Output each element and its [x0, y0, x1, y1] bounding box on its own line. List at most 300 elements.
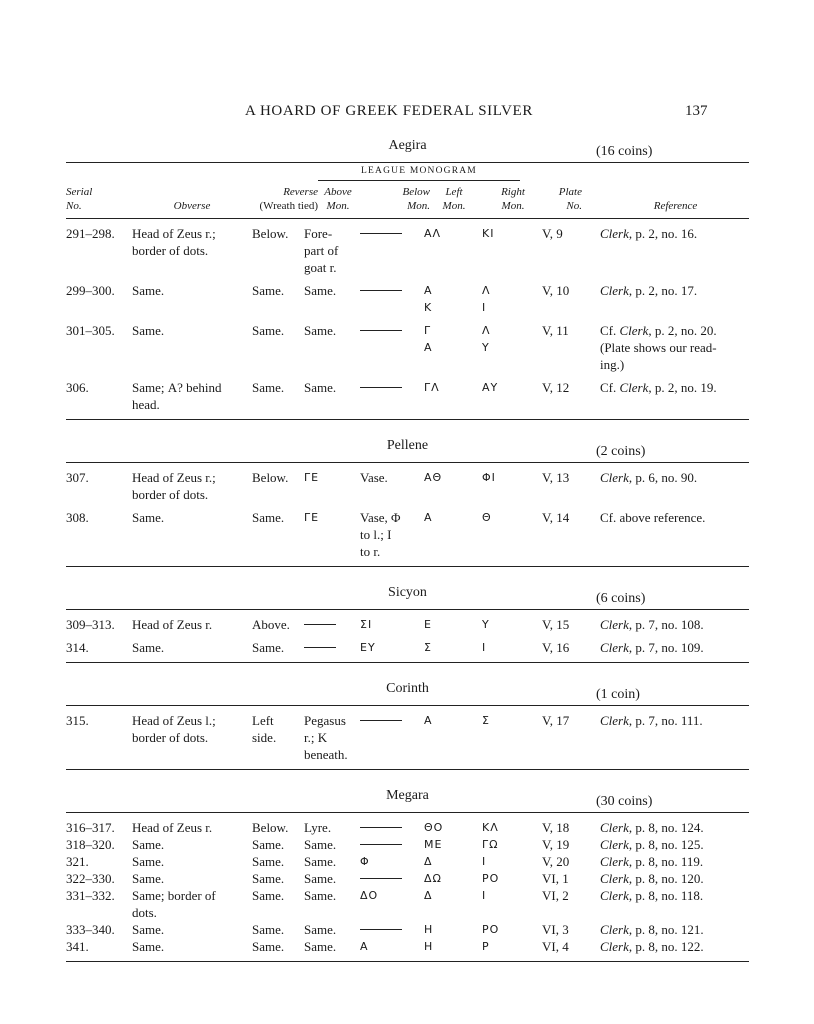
right-mon — [472, 870, 542, 887]
top-rule — [66, 462, 749, 463]
bottom-rule — [66, 961, 749, 962]
dash-mark — [360, 290, 402, 291]
cell-line: Head of Zeus r.; — [132, 226, 216, 241]
cell-line: Ι — [482, 889, 487, 902]
reference — [594, 276, 749, 316]
dash-mark — [360, 827, 402, 828]
coin-rows — [66, 610, 749, 656]
section-header — [66, 134, 749, 162]
cell-line: Υ — [482, 341, 490, 354]
above-mon — [304, 633, 360, 656]
cell-line: Η — [424, 923, 434, 936]
coin-row — [66, 463, 749, 503]
left-mon — [424, 316, 472, 373]
reference-author: Clerk — [600, 837, 629, 852]
serial-no: 318–320. — [66, 837, 115, 852]
right-mon — [472, 276, 542, 316]
serial-no: 341. — [66, 939, 89, 954]
dash-mark — [360, 929, 402, 930]
coin-count: (6 coins) — [596, 591, 646, 606]
reference-author: Clerk — [600, 470, 629, 485]
cell-line: part of — [304, 243, 339, 258]
cell-line: Ρ — [482, 940, 490, 953]
reference-line: Clerk, p. 7, no. 111. — [600, 713, 703, 728]
plate-no: V, 19 — [542, 837, 570, 852]
cell-line: Same. — [132, 510, 165, 525]
right-mon — [472, 921, 542, 938]
reverse: Same. — [252, 837, 285, 852]
cell-line: Head of Zeus l.; — [132, 713, 216, 728]
section-sicyon — [66, 581, 749, 663]
reference — [594, 870, 749, 887]
cell-line: Lyre. — [304, 820, 332, 835]
obverse — [132, 938, 252, 955]
obverse — [132, 836, 252, 853]
coin-row — [66, 373, 749, 413]
coin-row — [66, 836, 749, 853]
below-mon — [360, 853, 424, 870]
obverse — [132, 373, 252, 413]
reference-line: Cf. Clerk, p. 2, no. 20. — [600, 323, 717, 338]
reference-line: Clerk, p. 8, no. 119. — [600, 854, 704, 869]
coin-row — [66, 706, 749, 763]
above-mon — [304, 316, 360, 373]
header-line: No. — [566, 200, 582, 212]
coin-count: (2 coins) — [596, 444, 646, 459]
right-mon — [472, 503, 542, 560]
coin-row — [66, 870, 749, 887]
header-serial — [66, 185, 96, 213]
header-reference — [602, 199, 749, 213]
below-mon — [360, 836, 424, 853]
reference — [594, 921, 749, 938]
serial-no: 291–298. — [66, 226, 115, 241]
cell-line: side. — [252, 730, 277, 745]
reverse: Same. — [252, 323, 285, 338]
cell-line: Same. — [132, 323, 165, 338]
cell-line: Same; border of — [132, 888, 216, 903]
above-mon — [304, 870, 360, 887]
obverse — [132, 316, 252, 373]
header-line: Left — [445, 186, 463, 198]
right-mon — [472, 373, 542, 413]
above-mon — [304, 921, 360, 938]
section-header — [66, 581, 749, 609]
plate-no: V, 18 — [542, 820, 570, 835]
reference-author: Clerk — [600, 283, 629, 298]
header-plate — [530, 185, 582, 213]
header-line: Obverse — [173, 200, 211, 212]
obverse — [132, 813, 252, 836]
cell-line: Same. — [304, 323, 337, 338]
cell-line: Υ — [482, 618, 490, 631]
section-title: Corinth — [386, 681, 429, 696]
cell-line: Same. — [304, 854, 337, 869]
coin-row — [66, 887, 749, 921]
cell-line: Δ — [424, 889, 433, 902]
section-title: Megara — [386, 788, 429, 803]
reference-line: Clerk, p. 2, no. 17. — [600, 283, 698, 298]
cell-line: Α — [424, 511, 433, 524]
left-mon — [424, 706, 472, 763]
reverse: Same. — [252, 283, 285, 298]
cell-line: Σ — [424, 641, 432, 654]
above-mon — [304, 836, 360, 853]
reference-author: Clerk — [600, 820, 629, 835]
coin-row — [66, 633, 749, 656]
reference-author: Clerk — [600, 871, 629, 886]
reference — [594, 813, 749, 836]
right-mon — [472, 610, 542, 633]
header-line: Mon. — [442, 200, 466, 212]
header-left — [430, 185, 478, 213]
coin-row — [66, 853, 749, 870]
cell-line: ΜΕ — [424, 838, 443, 851]
obverse — [132, 633, 252, 656]
reverse: Below. — [252, 470, 289, 485]
header-reverse — [234, 185, 318, 213]
section-aegira — [66, 134, 749, 420]
dash-mark — [360, 720, 402, 721]
coin-row — [66, 503, 749, 560]
left-mon — [424, 870, 472, 887]
coin-count: (30 coins) — [596, 794, 653, 809]
top-rule — [66, 609, 749, 610]
cell-line: ΑΛ — [424, 227, 442, 240]
cell-line: Η — [424, 940, 434, 953]
dash-mark — [360, 878, 402, 879]
cell-line: Same. — [304, 837, 337, 852]
obverse — [132, 706, 252, 763]
reference-author: Clerk — [600, 922, 629, 937]
reference — [594, 633, 749, 656]
dash-mark — [360, 233, 402, 234]
serial-no: 321. — [66, 854, 89, 869]
serial-no: 306. — [66, 380, 89, 395]
running-title: A HOARD OF GREEK FEDERAL SILVER — [245, 103, 533, 119]
cell-line: Γ — [424, 324, 432, 337]
header-line: Reverse — [283, 186, 318, 198]
header-line: Mon. — [501, 200, 525, 212]
cell-line: Same. — [132, 837, 165, 852]
cell-line: ΔΩ — [424, 872, 442, 885]
bottom-rule — [66, 419, 749, 420]
cell-line: Left — [252, 713, 274, 728]
right-mon — [472, 836, 542, 853]
below-mon — [360, 870, 424, 887]
below-mon — [360, 503, 424, 560]
left-mon — [424, 610, 472, 633]
header-above — [310, 185, 366, 213]
cell-line: ΓΛ — [424, 381, 440, 394]
cell-line: ΕΥ — [360, 641, 376, 654]
right-mon — [472, 463, 542, 503]
reference — [594, 887, 749, 921]
cell-line: Head of Zeus r. — [132, 617, 213, 632]
header-line: Mon. — [326, 200, 350, 212]
obverse — [132, 870, 252, 887]
coin-rows — [66, 219, 749, 413]
reference-author: Clerk — [619, 323, 649, 338]
below-mon — [360, 921, 424, 938]
coin-rows — [66, 813, 749, 955]
header-line: Plate — [558, 186, 582, 198]
section-header — [66, 434, 749, 462]
page-header — [0, 103, 814, 123]
coin-count: (1 coin) — [596, 687, 640, 702]
left-mon — [424, 633, 472, 656]
obverse — [132, 887, 252, 921]
reference-line: Clerk, p. 6, no. 90. — [600, 470, 698, 485]
reverse: Above. — [252, 617, 290, 632]
obverse — [132, 921, 252, 938]
right-mon — [472, 633, 542, 656]
obverse — [132, 610, 252, 633]
left-mon — [424, 938, 472, 955]
reverse: Same. — [252, 871, 285, 886]
serial-no: 314. — [66, 640, 89, 655]
above-mon — [304, 219, 360, 276]
cell-line: Same. — [304, 888, 337, 903]
obverse — [132, 463, 252, 503]
reference-author: Clerk — [600, 713, 629, 728]
below-mon — [360, 463, 424, 503]
cell-line: Α — [424, 714, 433, 727]
reference-line: Cf. Clerk, p. 2, no. 19. — [600, 380, 717, 395]
coin-row — [66, 938, 749, 955]
reverse: Same. — [252, 888, 285, 903]
plate-no: V, 12 — [542, 380, 570, 395]
reverse: Same. — [252, 640, 285, 655]
reference — [594, 463, 749, 503]
left-mon — [424, 836, 472, 853]
left-mon — [424, 853, 472, 870]
below-mon — [360, 373, 424, 413]
cell-line: ΓΩ — [482, 838, 499, 851]
reference-line: Clerk, p. 8, no. 122. — [600, 939, 704, 954]
reference-line: Clerk, p. 8, no. 124. — [600, 820, 704, 835]
left-mon — [424, 921, 472, 938]
coin-hoard-table — [66, 134, 749, 976]
left-mon — [424, 276, 472, 316]
cell-line: border of dots. — [132, 730, 209, 745]
left-mon — [424, 373, 472, 413]
obverse — [132, 503, 252, 560]
cell-line: Ι — [482, 301, 487, 314]
above-mon — [304, 463, 360, 503]
below-mon — [360, 938, 424, 955]
coin-row — [66, 813, 749, 836]
header-line: No. — [66, 200, 82, 212]
reverse: Same. — [252, 939, 285, 954]
left-mon — [424, 813, 472, 836]
cell-line: dots. — [132, 905, 157, 920]
above-mon — [304, 610, 360, 633]
dash-mark — [304, 624, 336, 625]
cell-line: border of dots. — [132, 487, 209, 502]
above-mon — [304, 853, 360, 870]
cell-line: ΚΙ — [482, 227, 495, 240]
reference-author: Clerk — [600, 617, 629, 632]
coin-row — [66, 610, 749, 633]
reverse: Same. — [252, 922, 285, 937]
cell-line: Δ — [424, 855, 433, 868]
plate-no: V, 15 — [542, 617, 570, 632]
reference-line: Clerk, p. 2, no. 16. — [600, 226, 698, 241]
header-line: Mon. — [407, 200, 430, 212]
cell-line: Head of Zeus r. — [132, 820, 213, 835]
league-rule — [318, 180, 520, 181]
coin-rows — [66, 463, 749, 560]
cell-line: ΡΟ — [482, 872, 500, 885]
cell-line: head. — [132, 397, 160, 412]
dash-mark — [360, 387, 402, 388]
section-title: Aegira — [388, 138, 427, 153]
above-mon — [304, 373, 360, 413]
header-rule — [66, 218, 749, 219]
cell-line: Same. — [132, 922, 165, 937]
reference — [594, 853, 749, 870]
cell-line: ΓΕ — [304, 471, 320, 484]
plate-no: VI, 1 — [542, 871, 569, 886]
cell-line: Same. — [304, 922, 337, 937]
cell-line: Same. — [304, 939, 337, 954]
below-mon — [360, 276, 424, 316]
above-mon — [304, 706, 360, 763]
plate-no: V, 17 — [542, 713, 570, 728]
coin-rows — [66, 706, 749, 763]
plate-no: V, 20 — [542, 854, 570, 869]
reference-author: Clerk — [600, 226, 629, 241]
coin-row — [66, 219, 749, 276]
serial-no: 309–313. — [66, 617, 115, 632]
dash-mark — [304, 647, 336, 648]
header-below — [366, 185, 430, 213]
section-title: Sicyon — [388, 585, 427, 600]
cell-line: Same. — [132, 640, 165, 655]
reverse: Same. — [252, 854, 285, 869]
cell-line: Κ — [424, 301, 433, 314]
section-header — [66, 784, 749, 812]
left-mon — [424, 219, 472, 276]
cell-line: Α — [424, 284, 433, 297]
plate-no: VI, 4 — [542, 939, 569, 954]
cell-line: ΦΙ — [482, 471, 496, 484]
cell-line: Pegasus — [304, 713, 346, 728]
reference-author: Clerk — [600, 939, 629, 954]
cell-line: Ι — [482, 641, 487, 654]
cell-line: r.; Κ — [304, 730, 328, 745]
plate-no: V, 10 — [542, 283, 570, 298]
below-mon — [360, 633, 424, 656]
right-mon — [472, 706, 542, 763]
bottom-rule — [66, 769, 749, 770]
reverse — [252, 706, 304, 763]
dash-mark — [360, 844, 402, 845]
cell-line: Λ — [482, 284, 491, 297]
reference — [594, 316, 749, 373]
above-mon — [304, 938, 360, 955]
serial-no: 308. — [66, 510, 89, 525]
cell-line: Θ — [482, 511, 492, 524]
cell-line: (Plate shows our read- — [600, 340, 717, 355]
cell-line: Ε — [424, 618, 432, 631]
section-title: Pellene — [386, 438, 429, 453]
coin-row — [66, 316, 749, 373]
header-line: Below — [402, 186, 430, 198]
right-mon — [472, 219, 542, 276]
cell-line: Vase, Φ — [360, 510, 401, 525]
cell-line: ΡΟ — [482, 923, 500, 936]
reference — [594, 373, 749, 413]
header-line: Right — [501, 186, 525, 198]
below-mon — [360, 887, 424, 921]
cell-line: border of dots. — [132, 243, 209, 258]
cell-line: Vase. — [360, 470, 388, 485]
coin-row — [66, 276, 749, 316]
bottom-rule — [66, 566, 749, 567]
cell-line: ΔΟ — [360, 889, 379, 902]
cell-line: Ι — [482, 855, 487, 868]
section-pellene — [66, 434, 749, 567]
serial-no: 331–332. — [66, 888, 115, 903]
serial-no: 333–340. — [66, 922, 115, 937]
header-line: Reference — [653, 200, 698, 212]
cell-line: Same. — [132, 871, 165, 886]
reference — [594, 610, 749, 633]
cell-line: ΘΟ — [424, 821, 444, 834]
serial-no: 315. — [66, 713, 89, 728]
cell-line: Α — [360, 940, 369, 953]
above-mon — [304, 503, 360, 560]
right-mon — [472, 813, 542, 836]
serial-no: 301–305. — [66, 323, 115, 338]
above-mon — [304, 813, 360, 836]
reference-line: Clerk, p. 8, no. 125. — [600, 837, 704, 852]
plate-no: V, 9 — [542, 226, 563, 241]
reference-author: Clerk — [600, 854, 629, 869]
left-mon — [424, 887, 472, 921]
header-line: Above — [324, 186, 352, 198]
cell-line: ΚΛ — [482, 821, 499, 834]
top-rule — [66, 812, 749, 813]
plate-no: V, 11 — [542, 323, 569, 338]
reverse: Same. — [252, 510, 285, 525]
section-megara — [66, 784, 749, 962]
obverse — [132, 219, 252, 276]
cell-line: beneath. — [304, 747, 348, 762]
cell-line: Σ — [482, 714, 490, 727]
left-mon — [424, 503, 472, 560]
reference-line: Clerk, p. 7, no. 109. — [600, 640, 704, 655]
cell-line: Head of Zeus r.; — [132, 470, 216, 485]
reference-line: Clerk, p. 7, no. 108. — [600, 617, 704, 632]
cell-line: ing.) — [600, 357, 625, 372]
reference — [594, 706, 749, 763]
reference — [594, 219, 749, 276]
cell-line: Same. — [132, 854, 165, 869]
cell-line: Same. — [304, 380, 337, 395]
plate-no: V, 14 — [542, 510, 570, 525]
cell-line: ΓΕ — [304, 511, 320, 524]
below-mon — [360, 610, 424, 633]
reference-line: Clerk, p. 8, no. 121. — [600, 922, 704, 937]
page-number: 137 — [685, 103, 708, 119]
header-line: (Wreath tied) — [259, 200, 318, 212]
cell-line: ΑΥ — [482, 381, 499, 394]
cell-line: Α — [424, 341, 433, 354]
right-mon — [472, 316, 542, 373]
